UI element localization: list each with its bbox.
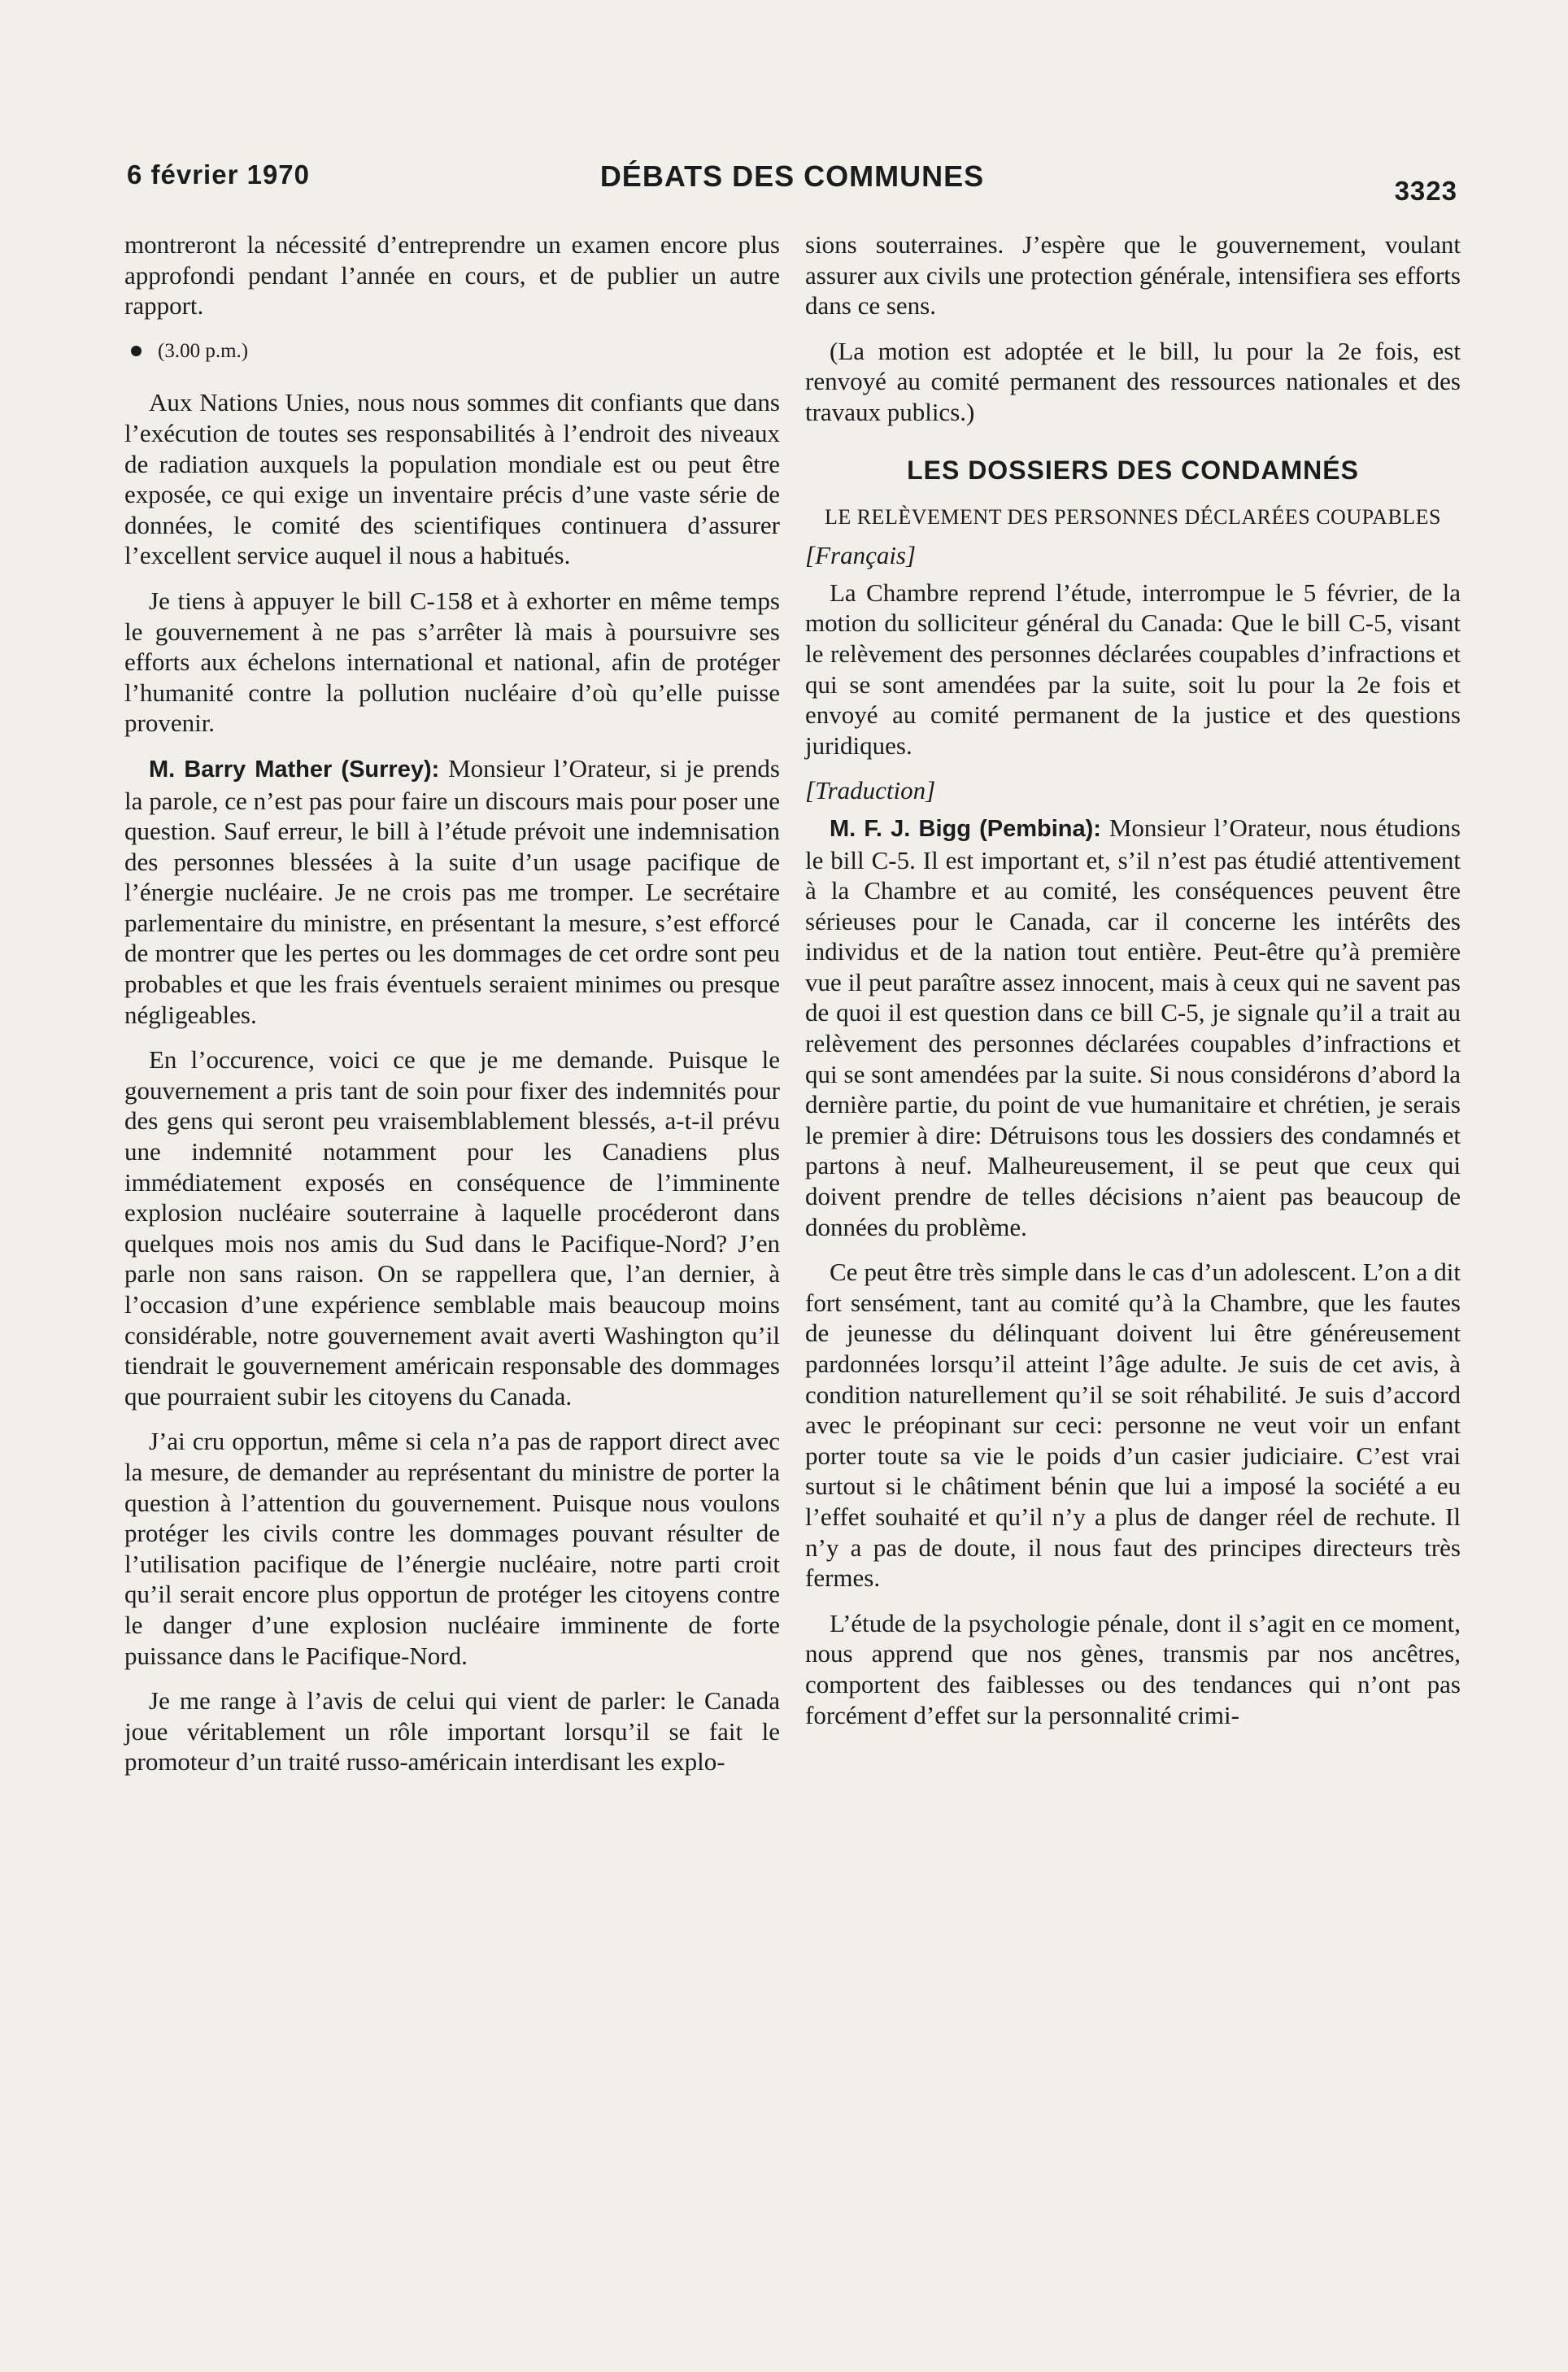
paragraph: J’ai cru opportun, même si cela n’a pas de rapport direct avec la mesure, de demander au représentant du ministre de porter la question à l’attention du gouvernement. Puisque nous voulons protéger les civils contre les dommages pouvant résulter de l’utilisation pacifique de l’énergie nucléaire, notre parti croit qu’il serait encore plus opportun de protéger les citoyens contre le danger d’une explosion nucléaire imminente de forte puissance dans le Pacifique-Nord. (124, 1427, 780, 1670)
paragraph: (La motion est adoptée et le bill, lu pour la 2e fois, est renvoyé au comité permanent des ressources nationales et des travaux publics.) (805, 336, 1461, 426)
speech-text: Monsieur l’Orateur, si je prends la parole, ce n’est pas pour faire un discours mais pour poser une question. Sauf erreur, le bill à l’étude prévoit une indemnisation des personnes blessées à la suite d’un usage pacifique de l’énergie nucléaire. Je ne crois pas me tromper. Le secrétaire parlementaire du ministre, en présentant la mesure, s’est efforcé de montrer que les pertes ou les dommages de cet ordre sont peu probables et que les frais éventuels seraient minimes ou presque négligeables. (124, 753, 780, 1029)
header-title: DÉBATS DES COMMUNES (599, 159, 985, 193)
paragraph: Je me range à l’avis de celui qui vient de parler: le Canada joue véritablement un rôle important lorsqu’il se fait le promoteur d’un traité russo-américain interdisant les explo- (124, 1686, 780, 1777)
paragraph: sions souterraines. J’espère que le gouvernement, voulant assurer aux civils une protection générale, intensifiera ses efforts dans ce sens. (805, 230, 1461, 320)
paragraph: Aux Nations Unies, nous nous sommes dit confiants que dans l’exécution de toutes ses responsabilités à l’endroit des niveaux de radiation auxquels la population mondiale est ou peut être exposée, ce qui exige un inventaire précis d’une vaste série de données, le comité des scientifiques continuera d’assurer l’excellent service auquel il nous a habitués. (124, 388, 780, 570)
paragraph: L’étude de la psychologie pénale, dont il s’agit en ce moment, nous apprend que nos gènes, transmis par nos ancêtres, comportent des faiblesses ou des tendances qui n’ont pas forcément d’effet sur la personnalité crimi- (805, 1608, 1461, 1729)
time-marker (124, 336, 780, 367)
section-subheading: LE RELÈVEMENT DES PERSONNES DÉCLARÉES COUPABLES (824, 505, 1442, 530)
speaker-name: M. F. J. Bigg (Pembina): (830, 815, 1101, 842)
paragraph: La Chambre reprend l’étude, interrompue le 5 février, de la motion du solliciteur général du Canada: Que le bill C-5, visant le relèvement des personnes déclarées coupables d’infractions et qui se sont amendées par la suite, soit lu pour la 2e fois et envoyé au comité permanent de la justice et des questions juridiques. (805, 578, 1461, 760)
language-marker: [Traduction] (805, 776, 936, 805)
bullet-icon (131, 346, 142, 356)
speech-paragraph (805, 813, 1461, 1242)
page-header (127, 159, 1457, 206)
time-marker-text: (3.00 p.m.) (158, 339, 249, 362)
paragraph: En l’occurence, voici ce que je me demande. Puisque le gouvernement a pris tant de soin pour fixer des indemnités pour des gens qui seront peu vraisemblablement blessés, a-t-il prévu une indemnité notamment pour les Canadiens plus immédiatement exposés en conséquence de l’imminente explosion nucléaire souterraine à laquelle procéderont dans quelques mois nos amis du Sud dans le Pacifique-Nord? J’en parle non sans raison. On se rappellera que, l’an dernier, à l’occasion d’une expérience semblable mais beaucoup moins considérable, notre gouvernement avait averti Washington qu’il tiendrait le gouvernement américain responsable des dommages que pourraient subir les citoyens du Canada. (124, 1045, 780, 1411)
paragraph: Je tiens à appuyer le bill C-158 et à exhorter en même temps le gouvernement à ne pas s’arrêter là mais à poursuivre ses efforts aux échelons international et national, afin de protéger l’humanité contre la pollution nucléaire d’où qu’elle puisse provenir. (124, 586, 780, 738)
page-number: 3323 (1394, 176, 1457, 206)
paragraph: montreront la nécessité d’entreprendre un examen encore plus approfondi pendant l’année en cours, et de publier un autre rapport. (124, 230, 780, 320)
section-heading: LES DOSSIERS DES CONDAMNÉS (907, 455, 1359, 485)
left-column (124, 229, 780, 1792)
speaker-name: M. Barry Mather (Surrey): (149, 756, 440, 783)
language-marker: [Français] (805, 541, 917, 570)
header-date: 6 février 1970 (127, 159, 311, 190)
speech-text: Monsieur l’Orateur, nous étudions le bill C-5. Il est important et, s’il n’est pas étudié attentivement à la Chambre et au comité, les conséquences peuvent être sérieuses pour le Canada, car il concerne les intérêts des individus et de la nation tout entière. Peut-être qu’à première vue il peut paraître assez innocent, mais à ceux qui ne savent pas de quoi il est question dans ce bill C-5, je signale qu’il a trait au relèvement des personnes déclarées coupables d’infractions et qui se sont amendées par la suite. Si nous considérons d’abord la dernière partie, du point de vue humanitaire et chrétien, je serais le premier à dire: Détruisons tous les dossiers des condamnés et partons à neuf. Malheureusement, il se peut que ceux qui doivent prendre de telles décisions n’aient pas beaucoup de données du problème. (805, 813, 1461, 1241)
paragraph: Ce peut être très simple dans le cas d’un adolescent. L’on a dit fort sensément, tant au comité qu’à la Chambre, que les fautes de jeunesse du délinquant doivent lui être généreusement pardonnées lorsqu’il atteint l’âge adulte. Je suis de cet avis, à condition naturellement qu’il se soit réhabilité. Je suis d’accord avec le préopinant sur ceci: personne ne veut voir un enfant porter toute sa vie le poids d’un casier judiciaire. C’est vrai surtout si le châtiment bénin que lui a imposé la société a eu l’effet souhaité et qu’il n’y a plus de danger réel de rechute. Il n’y a pas de doute, il nous faut des principes directeurs très fermes. (805, 1258, 1461, 1593)
speech-paragraph (124, 753, 780, 1030)
right-column (805, 229, 1461, 1745)
